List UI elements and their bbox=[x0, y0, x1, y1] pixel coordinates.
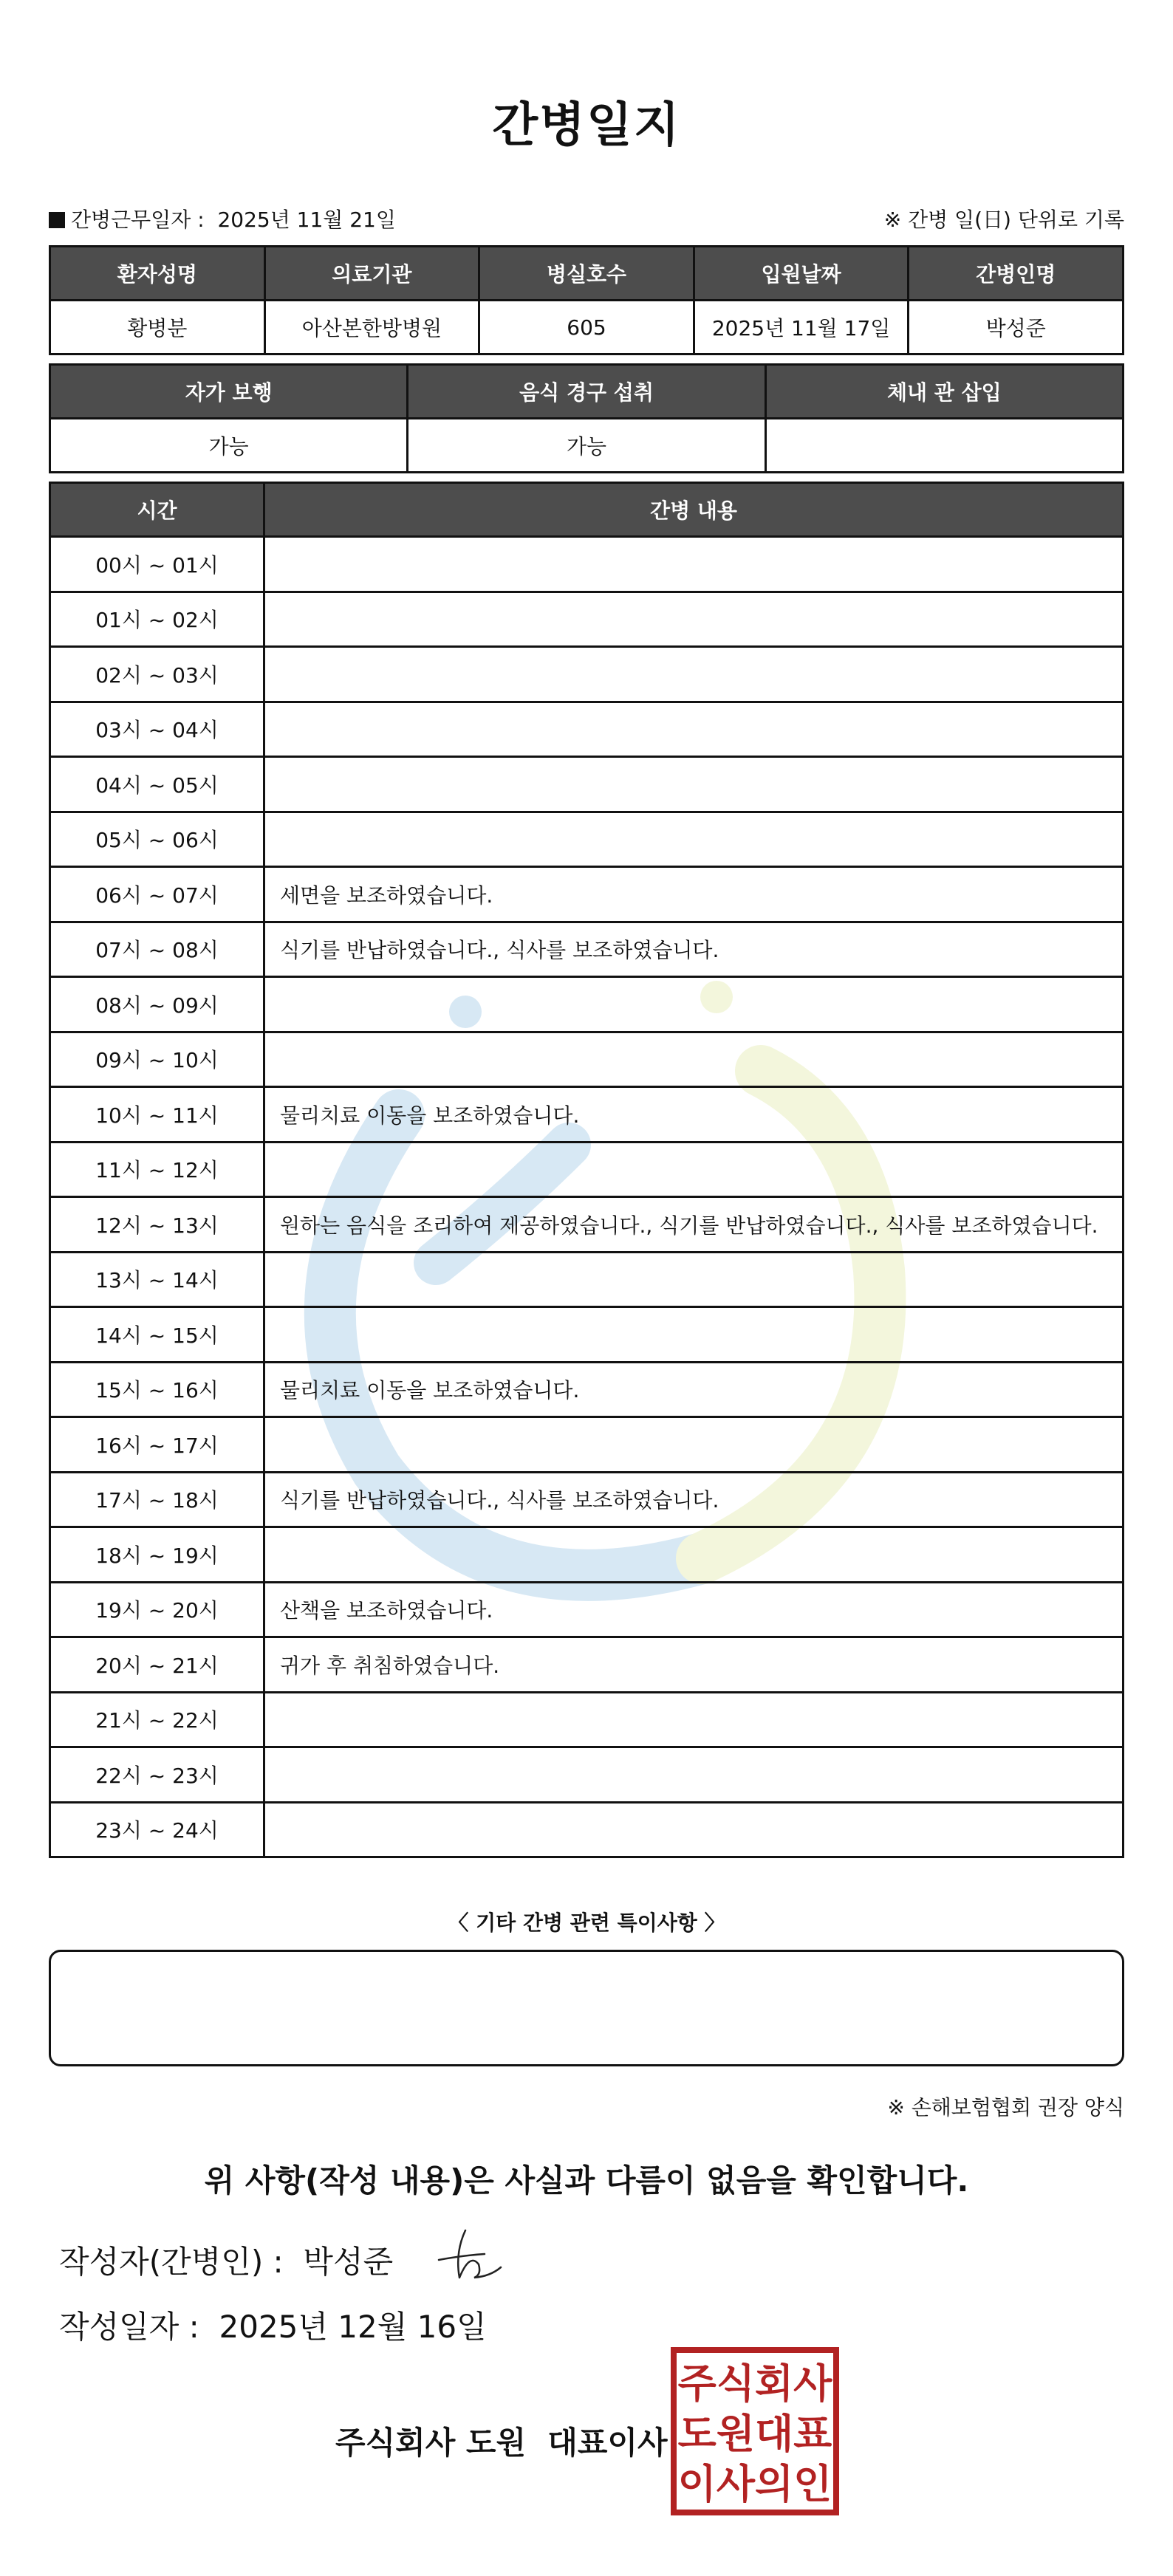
time-slot: 17시 ~ 18시 bbox=[50, 1472, 264, 1527]
time-slot: 00시 ~ 01시 bbox=[50, 537, 264, 592]
time-slot: 02시 ~ 03시 bbox=[50, 647, 264, 702]
care-content bbox=[264, 1307, 1124, 1363]
time-slot: 10시 ~ 11시 bbox=[50, 1087, 264, 1143]
time-slot: 19시 ~ 20시 bbox=[50, 1582, 264, 1637]
work-date-line bbox=[49, 204, 396, 233]
care-content: 산책을 보조하였습니다. bbox=[264, 1582, 1124, 1637]
time-slot: 18시 ~ 19시 bbox=[50, 1527, 264, 1583]
caregiver-name: 박성준 bbox=[909, 301, 1124, 354]
table-row bbox=[50, 592, 1124, 647]
care-content: 물리치료 이동을 보조하였습니다. bbox=[264, 1087, 1124, 1143]
header-room: 병실호수 bbox=[479, 247, 694, 301]
writer-name: 박성준 bbox=[303, 2244, 394, 2280]
care-content bbox=[264, 647, 1124, 702]
record-note: ※ 간병 일(日) 단위로 기록 bbox=[883, 208, 1124, 232]
time-slot: 11시 ~ 12시 bbox=[50, 1142, 264, 1197]
confirmation-statement: 위 사항(작성 내용)은 사실과 다름이 없음을 확인합니다. bbox=[204, 2162, 969, 2199]
table-row bbox=[50, 647, 1124, 702]
table-row bbox=[50, 1637, 1124, 1693]
form-note: ※ 손해보험협회 권장 양식 bbox=[887, 2095, 1124, 2120]
table-row bbox=[50, 1747, 1124, 1803]
patient-name: 황병분 bbox=[50, 301, 265, 354]
header-oral-intake: 음식 경구 섭취 bbox=[408, 365, 765, 419]
table-row bbox=[50, 1142, 1124, 1197]
bullet-square-icon bbox=[49, 212, 65, 228]
care-content bbox=[264, 592, 1124, 647]
work-date-value: 2025년 11월 21일 bbox=[217, 208, 396, 232]
seal-text-line: 주식회사 bbox=[677, 2360, 832, 2407]
care-content bbox=[264, 812, 1124, 867]
time-slot: 13시 ~ 14시 bbox=[50, 1252, 264, 1307]
header-time: 시간 bbox=[50, 483, 264, 537]
signature-image bbox=[433, 2223, 507, 2289]
time-slot: 03시 ~ 04시 bbox=[50, 702, 264, 757]
table-row bbox=[50, 1527, 1124, 1583]
table-row bbox=[50, 1252, 1124, 1307]
care-content: 귀가 후 취침하였습니다. bbox=[264, 1637, 1124, 1693]
work-date-label: 간병근무일자 : bbox=[71, 208, 205, 232]
care-content: 세면을 보조하였습니다. bbox=[264, 867, 1124, 922]
care-content bbox=[264, 1692, 1124, 1747]
time-slot: 05시 ~ 06시 bbox=[50, 812, 264, 867]
written-date-line bbox=[59, 2303, 487, 2347]
notes-box bbox=[49, 1950, 1124, 2066]
patient-status-table bbox=[49, 363, 1124, 473]
written-date: 2025년 12월 16일 bbox=[219, 2309, 487, 2345]
table-row bbox=[50, 1417, 1124, 1473]
care-content bbox=[264, 702, 1124, 757]
admission-date: 2025년 11월 17일 bbox=[694, 301, 909, 354]
writer-line bbox=[59, 2238, 393, 2282]
care-content bbox=[264, 537, 1124, 592]
care-content bbox=[264, 1527, 1124, 1583]
header-tube: 체내 관 삽입 bbox=[765, 365, 1123, 419]
table-row bbox=[50, 867, 1124, 922]
care-content bbox=[264, 1252, 1124, 1307]
hospital-name: 아산본한방병원 bbox=[264, 301, 479, 354]
time-slot: 07시 ~ 08시 bbox=[50, 922, 264, 977]
care-content bbox=[264, 1747, 1124, 1803]
care-content bbox=[264, 1417, 1124, 1473]
company-seal-stamp bbox=[669, 2346, 841, 2517]
room-number: 605 bbox=[479, 301, 694, 354]
header-caregiver: 간병인명 bbox=[909, 247, 1124, 301]
time-slot: 12시 ~ 13시 bbox=[50, 1197, 264, 1253]
walking-status: 가능 bbox=[50, 419, 408, 473]
time-slot: 06시 ~ 07시 bbox=[50, 867, 264, 922]
time-slot: 09시 ~ 10시 bbox=[50, 1032, 264, 1087]
table-row bbox=[50, 537, 1124, 592]
care-content: 물리치료 이동을 보조하였습니다. bbox=[264, 1362, 1124, 1417]
seal-text-line: 도원대표 bbox=[677, 2411, 832, 2457]
oral-intake-status: 가능 bbox=[408, 419, 765, 473]
table-row bbox=[50, 1087, 1124, 1143]
time-slot: 01시 ~ 02시 bbox=[50, 592, 264, 647]
time-slot: 15시 ~ 16시 bbox=[50, 1362, 264, 1417]
header-admission-date: 입원날짜 bbox=[694, 247, 909, 301]
time-slot: 16시 ~ 17시 bbox=[50, 1417, 264, 1473]
time-slot: 04시 ~ 05시 bbox=[50, 757, 264, 812]
writer-label: 작성자(간병인) : bbox=[59, 2244, 284, 2280]
page-title: 간병일지 bbox=[492, 98, 681, 153]
notes-title: 〈 기타 간병 관련 특이사항 〉 bbox=[448, 1911, 725, 1935]
table-row bbox=[50, 757, 1124, 812]
time-slot: 23시 ~ 24시 bbox=[50, 1802, 264, 1857]
care-content bbox=[264, 1802, 1124, 1857]
table-row bbox=[50, 1802, 1124, 1857]
table-row bbox=[50, 1197, 1124, 1253]
table-row bbox=[50, 977, 1124, 1032]
table-row bbox=[50, 1472, 1124, 1527]
time-slot: 20시 ~ 21시 bbox=[50, 1637, 264, 1693]
tube-status bbox=[765, 419, 1123, 473]
table-row bbox=[50, 812, 1124, 867]
written-date-label: 작성일자 : bbox=[59, 2309, 199, 2345]
time-slot: 21시 ~ 22시 bbox=[50, 1692, 264, 1747]
table-row bbox=[50, 1032, 1124, 1087]
time-slot: 22시 ~ 23시 bbox=[50, 1747, 264, 1803]
table-row bbox=[50, 922, 1124, 977]
care-content bbox=[264, 1032, 1124, 1087]
care-content: 식기를 반납하였습니다., 식사를 보조하였습니다. bbox=[264, 922, 1124, 977]
header-walking: 자가 보행 bbox=[50, 365, 408, 419]
care-content bbox=[264, 1142, 1124, 1197]
header-care-content: 간병 내용 bbox=[264, 483, 1124, 537]
time-slot: 08시 ~ 09시 bbox=[50, 977, 264, 1032]
patient-info-table bbox=[49, 245, 1124, 355]
time-slot: 14시 ~ 15시 bbox=[50, 1307, 264, 1363]
table-row bbox=[50, 1362, 1124, 1417]
table-row bbox=[50, 702, 1124, 757]
company-representative: 주식회사 도원 대표이사 bbox=[335, 2425, 668, 2461]
care-content bbox=[264, 757, 1124, 812]
table-row bbox=[50, 1692, 1124, 1747]
header-hospital: 의료기관 bbox=[264, 247, 479, 301]
table-row bbox=[50, 1582, 1124, 1637]
care-content: 원하는 음식을 조리하여 제공하였습니다., 식기를 반납하였습니다., 식사를 보조하였습니다. bbox=[264, 1197, 1124, 1253]
care-content: 식기를 반납하였습니다., 식사를 보조하였습니다. bbox=[264, 1472, 1124, 1527]
care-content bbox=[264, 977, 1124, 1032]
seal-text-line: 이사의인 bbox=[677, 2461, 832, 2507]
table-row bbox=[50, 1307, 1124, 1363]
header-patient-name: 환자성명 bbox=[50, 247, 265, 301]
care-log-table bbox=[49, 482, 1124, 1858]
